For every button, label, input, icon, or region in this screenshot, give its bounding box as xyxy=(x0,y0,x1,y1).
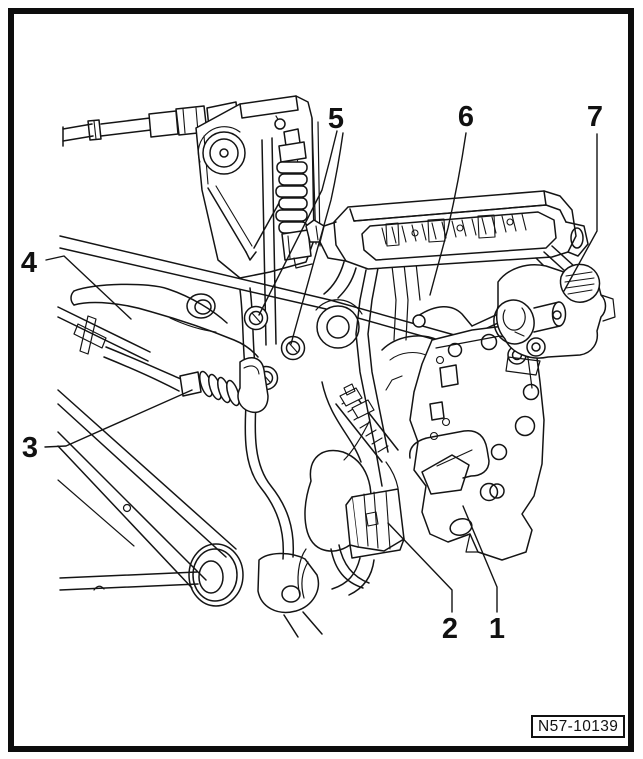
figure-frame xyxy=(8,8,634,752)
callout-2: 2 xyxy=(441,613,459,645)
reference-code-box xyxy=(531,715,625,738)
callout-4: 4 xyxy=(20,247,38,279)
callout-1: 1 xyxy=(488,613,506,645)
callout-3: 3 xyxy=(21,432,39,464)
reference-code: N57-10139 xyxy=(538,718,619,735)
callout-5: 5 xyxy=(327,103,345,135)
callout-6: 6 xyxy=(457,101,475,133)
callout-7: 7 xyxy=(586,101,604,133)
